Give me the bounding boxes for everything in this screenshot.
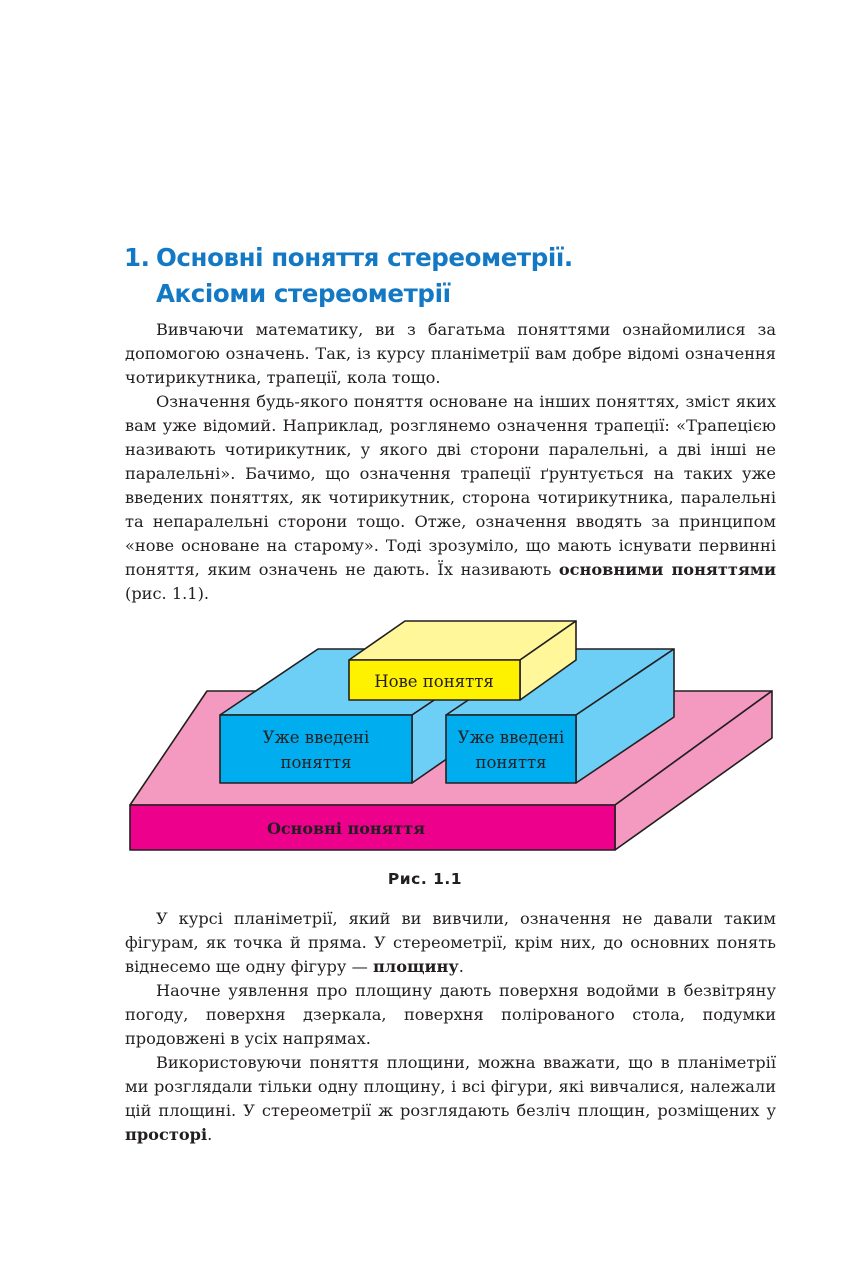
label-basic-concepts: Основні поняття (266, 819, 426, 838)
term-space: просторі (125, 1125, 208, 1144)
paragraph-2-end: (рис. 1.1). (125, 584, 210, 603)
label-introduced-right-2: поняття (475, 753, 547, 772)
intro-text (125, 318, 776, 606)
label-introduced-right-1: Уже введені (457, 728, 565, 747)
paragraph-5-text: Використовуючи поняття площини, можна вважати, що в планіметрії ми розглядали тільки одну площину, і всі фігури, які вивчалися, належали цій площині. У стереометрії ж розглядають безліч площин, розміщених у (125, 1053, 776, 1120)
term-basic-concepts: основними поняттями (558, 560, 776, 579)
label-new-concept: Нове поняття (374, 672, 494, 691)
paragraph-2 (125, 390, 776, 606)
figure-caption: Рис. 1.1 (387, 870, 463, 888)
left-block-front (220, 715, 412, 783)
section-title-line-1: Основні поняття стереометрії. (156, 243, 573, 272)
label-introduced-left-2: поняття (280, 753, 352, 772)
paragraph-3 (125, 907, 776, 979)
paragraph-3-end: . (458, 957, 464, 976)
paragraph-2-text: Означення будь-якого поняття основане на інших поняттях, зміст яких вам уже відомий. Наприклад, розглянемо означення трапеції: «Трапецією називають чотирикутник, у якого дві сторони паралельні, а дві інші не паралельні». Бачимо, що означення трапеції ґрунтується на таких уже введених поняттях, як чотирикутник, сторона чотирикутника, паралельні та непаралельні сторони тощо. Отже, означення вводять за принципом «нове основане на старому». Тоді зрозуміло, що мають існувати первинні поняття, яким означень не дають. Їх називають (125, 392, 776, 579)
paragraph-3-text: У курсі планіметрії, який ви вивчили, означення не давали таким фігурам, як точка й пряма. У стереометрії, крім них, до основних понять віднесемо ще одну фігуру — (125, 909, 776, 976)
right-block-front (446, 715, 576, 783)
main-text (125, 907, 776, 1147)
paragraph-5-end: . (207, 1125, 213, 1144)
term-plane: площину (372, 957, 459, 976)
section-number: 1. (124, 243, 150, 272)
heading-line-1 (124, 240, 784, 276)
paragraph-5 (125, 1051, 776, 1147)
section-heading (124, 240, 784, 312)
paragraph-1: Вивчаючи математику, ви з багатьма поняттями ознайомилися за допомогою означень. Так, із курсу планіметрії вам добре відомі означення чотирикутника, трапеції, кола тощо. (125, 320, 776, 387)
figure-1-1 (120, 612, 790, 862)
concept-pyramid-diagram (120, 612, 790, 862)
section-title-line-2: Аксіоми стереометрії (156, 279, 451, 308)
label-introduced-left-1: Уже введені (262, 728, 370, 747)
paragraph-4: Наочне уявлення про площину дають поверхня водойми в безвітряну погоду, поверхня дзеркала, поверхня полірованого стола, подумки продовжені в усіх напрямах. (125, 981, 776, 1048)
